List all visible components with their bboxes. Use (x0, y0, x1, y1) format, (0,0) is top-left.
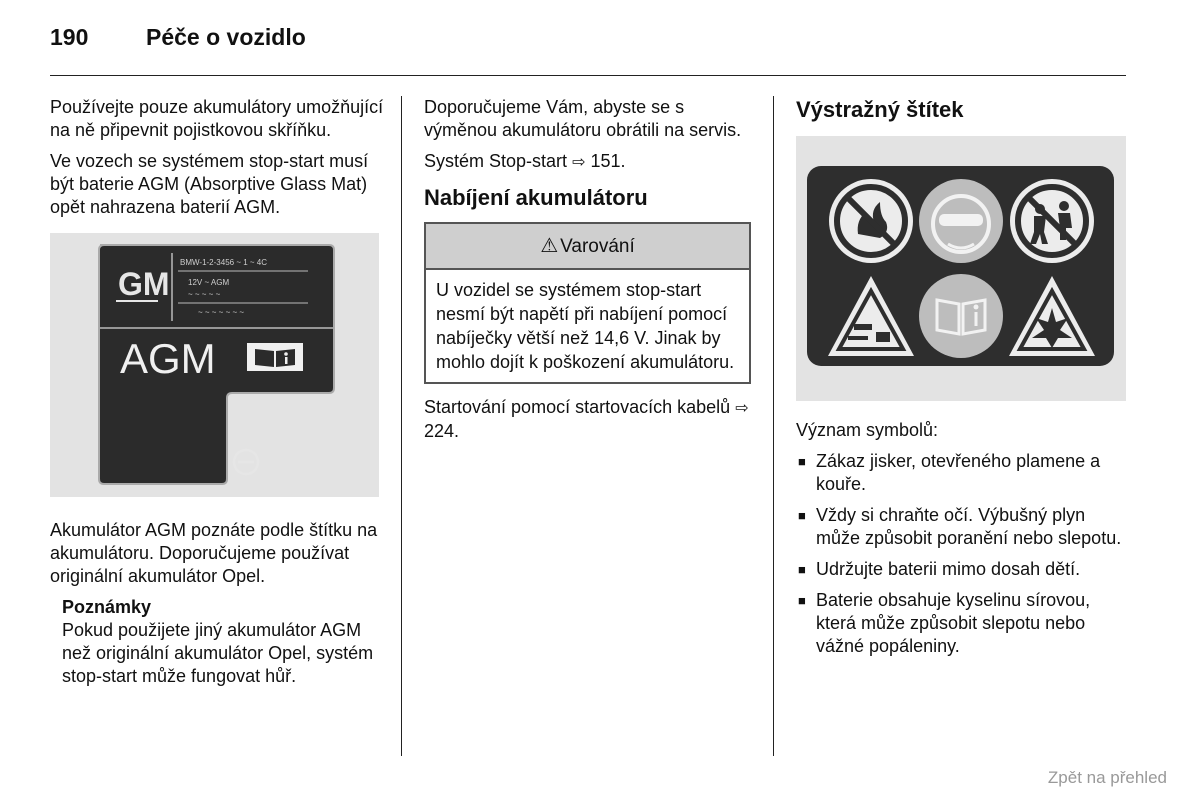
reference-stop-start-text: Systém Stop-start (424, 151, 568, 171)
paragraph-service-recommendation: Doporučujeme Vám, abyste se s výměnou akumulátoru obrátili na servis. (424, 97, 742, 140)
page-number: 190 (50, 24, 89, 50)
label-text-line-1: BMW-1-2-3456 ~ 1 ~ 4C (180, 258, 268, 267)
section-heading-warning-label: Výstražný štítek (796, 97, 964, 122)
reference-jump-start-page: 224. (424, 421, 460, 441)
symbols-list (796, 450, 1126, 658)
symbols-intro: Význam symbolů: (796, 420, 939, 440)
column-divider-2 (773, 96, 774, 756)
back-to-overview-link[interactable]: Zpět na přehled (1047, 768, 1167, 787)
warning-triangle-icon: ⚠ (540, 234, 559, 257)
column-divider-1 (401, 96, 402, 756)
warning-header (426, 224, 749, 270)
note-text: Pokud použijete jiný akumulátor AGM než originální akumulátor Opel, systém stop-start může fungovat hůř. (62, 620, 374, 686)
label-text-line-2: 12V ~ AGM (188, 278, 230, 287)
warning-box (424, 222, 751, 384)
manual-book-icon (247, 343, 303, 371)
column-middle (424, 96, 754, 451)
header-rule (50, 75, 1126, 76)
column-left (50, 96, 385, 688)
list-item: ■ Vždy si chraňte očí. Výbušný plyn může způsobit poranění nebo slepotu. (796, 504, 1126, 550)
paragraph-stop-start-agm: Ve vozech se systémem stop-start musí být baterie AGM (Absorptive Glass Mat) opět nahrazena baterií AGM. (50, 151, 369, 217)
read-manual-icon (919, 274, 1003, 358)
reference-jump-start[interactable] (424, 396, 754, 443)
reference-arrow-icon: ⇨ (735, 400, 749, 417)
agm-battery-label-figure (50, 233, 379, 497)
column-right (796, 96, 1126, 666)
agm-text: AGM (120, 335, 216, 382)
reference-stop-start-page: 151. (590, 151, 626, 171)
section-heading-charging: Nabíjení akumulátoru (424, 185, 648, 210)
no-fire-icon (829, 179, 913, 263)
reference-jump-start-text: Startování pomocí startovacích kabelů (424, 397, 731, 417)
label-text-line-4: ~ ~ ~ ~ ~ ~ ~ (198, 308, 245, 317)
gm-logo: GM (118, 266, 170, 302)
negative-terminal-icon (234, 450, 258, 474)
keep-away-children-icon (1010, 179, 1094, 263)
warning-text: U vozidel se systémem stop-start nesmí být napětí při nabíjení pomocí nabíječky větší než 14,6 V. Jinak by mohlo dojít k poškození akumulátoru. (436, 280, 735, 372)
page-header (50, 24, 1130, 56)
note-box (62, 596, 385, 688)
paragraph-fuse-box: Používejte pouze akumulátory umožňující na ně připevnit pojistkovou skříňku. (50, 97, 384, 140)
paragraph-agm-identification: Akumulátor AGM poznáte podle štítku na akumulátoru. Doporučujeme používat originální akumulátor Opel. (50, 520, 378, 586)
list-item: ■ Baterie obsahuje kyselinu sírovou, která může způsobit slepotu nebo vážné popáleniny. (796, 589, 1126, 658)
eye-protection-icon (919, 179, 1003, 263)
label-text-line-3: ~ ~ ~ ~ ~ (188, 290, 221, 299)
warning-title: Varování (560, 235, 635, 257)
list-item: ■ Udržujte baterii mimo dosah dětí. (796, 558, 1126, 581)
list-item: ■ Zákaz jisker, otevřeného plamene a kouře. (796, 450, 1126, 496)
note-title: Poznámky (62, 597, 152, 617)
warning-label-figure (796, 136, 1126, 401)
chapter-title: Péče o vozidlo (146, 24, 306, 50)
reference-stop-start[interactable] (424, 150, 754, 174)
reference-arrow-icon: ⇨ (572, 154, 586, 171)
